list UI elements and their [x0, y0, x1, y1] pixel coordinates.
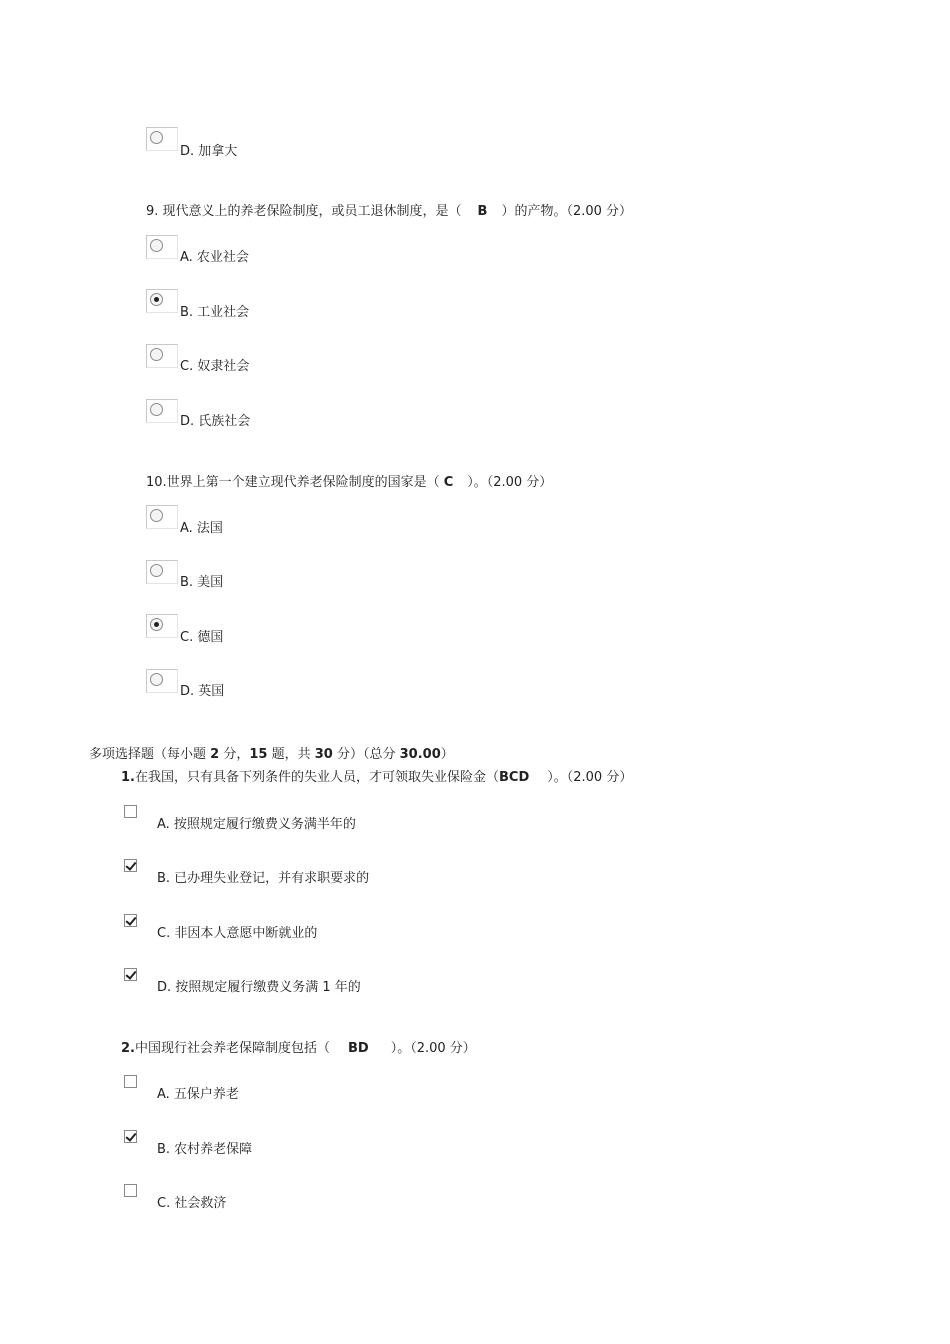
section-t4: 分）（总分 — [336, 747, 396, 762]
m2-checkbox-b[interactable] — [124, 1130, 137, 1143]
q9-suffix: ）的产物。（2.00 分） — [501, 204, 633, 219]
section-t1: 多项选择题（每小题 — [89, 747, 207, 762]
q9-radio-d[interactable] — [146, 399, 178, 423]
m1-option-b-label: B. 已办理失业登记，并有求职要求的 — [157, 871, 370, 886]
m1-checkbox-a[interactable] — [124, 805, 137, 818]
q9-radio-b[interactable] — [146, 289, 178, 313]
m2-checkbox-a[interactable] — [124, 1075, 137, 1088]
section-t5: ） — [440, 747, 454, 762]
q10-radio-c[interactable] — [146, 614, 178, 638]
q8-radio-d[interactable] — [146, 127, 178, 151]
m2-question — [121, 1037, 476, 1056]
q10-prefix: 10.世界上第一个建立现代养老保险制度的国家是（ — [146, 475, 440, 490]
q10-option-b-label: B. 美国 — [180, 575, 224, 590]
radio-circle-icon — [150, 403, 163, 416]
m2-checkbox-c[interactable] — [124, 1184, 137, 1197]
q10-option-d-label: D. 英国 — [180, 684, 225, 699]
m1-checkbox-c[interactable] — [124, 914, 137, 927]
radio-circle-icon — [150, 131, 163, 144]
m1-option-d-label: D. 按照规定履行缴费义务满 1 年的 — [157, 980, 361, 995]
section-t3: 题，共 — [271, 747, 311, 762]
m2-prefix: 中国现行社会养老保障制度包括（ — [134, 1041, 330, 1056]
q10-answer: C — [443, 475, 454, 490]
q9-question — [146, 200, 632, 219]
section-b4: 30.00 — [399, 747, 441, 762]
m1-question — [121, 766, 632, 785]
radio-circle-icon — [150, 509, 163, 522]
m2-option-a-label: A. 五保户养老 — [157, 1087, 239, 1102]
q10-question — [146, 471, 552, 490]
q9-option-b-label: B. 工业社会 — [180, 305, 250, 320]
q8-option-d-label: D. 加拿大 — [180, 144, 238, 159]
m1-answer: BCD — [499, 770, 530, 785]
section-b2: 15 — [249, 747, 268, 762]
q9-option-a-label: A. 农业社会 — [180, 250, 249, 265]
m1-option-c-label: C. 非因本人意愿中断就业的 — [157, 926, 318, 941]
m1-prefix: 在我国，只有具备下列条件的失业人员，才可领取失业保险金（ — [134, 770, 499, 785]
q9-option-d-label: D. 氏族社会 — [180, 414, 251, 429]
m2-option-c-label: C. 社会救济 — [157, 1196, 227, 1211]
m1-num: 1. — [121, 770, 135, 785]
q10-option-a-label: A. 法国 — [180, 521, 223, 536]
section-title — [89, 743, 454, 762]
q10-radio-b[interactable] — [146, 560, 178, 584]
section-t2: 分， — [223, 747, 250, 762]
q9-radio-c[interactable] — [146, 344, 178, 368]
q9-radio-a[interactable] — [146, 235, 178, 259]
q9-prefix: 9. 现代意义上的养老保险制度，或员工退休制度，是（ — [146, 204, 462, 219]
radio-circle-icon — [150, 673, 163, 686]
m1-option-a-label: A. 按照规定履行缴费义务满半年的 — [157, 817, 356, 832]
radio-selected-icon — [150, 618, 163, 631]
m2-answer: BD — [348, 1041, 369, 1056]
section-b3: 30 — [314, 747, 333, 762]
q9-answer: B — [477, 204, 488, 219]
m2-option-b-label: B. 农村养老保障 — [157, 1142, 253, 1157]
q10-suffix: ）。（2.00 分） — [467, 475, 553, 490]
radio-circle-icon — [150, 348, 163, 361]
section-b1: 2 — [210, 747, 220, 762]
radio-circle-icon — [150, 564, 163, 577]
q10-radio-d[interactable] — [146, 669, 178, 693]
m1-checkbox-b[interactable] — [124, 859, 137, 872]
radio-circle-icon — [150, 239, 163, 252]
m1-checkbox-d[interactable] — [124, 968, 137, 981]
radio-selected-icon — [150, 293, 163, 306]
q9-option-c-label: C. 奴隶社会 — [180, 359, 250, 374]
m1-suffix: ）。（2.00 分） — [547, 770, 633, 785]
q10-option-c-label: C. 德国 — [180, 630, 224, 645]
q10-radio-a[interactable] — [146, 505, 178, 529]
m2-suffix: ）。（2.00 分） — [390, 1041, 476, 1056]
m2-num: 2. — [121, 1041, 135, 1056]
